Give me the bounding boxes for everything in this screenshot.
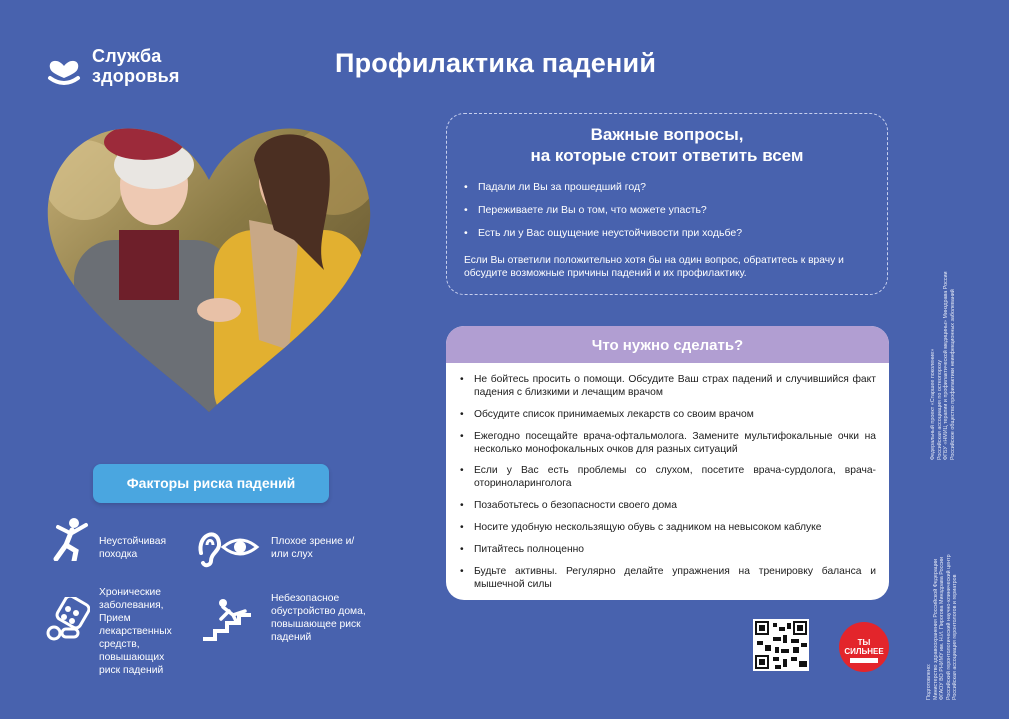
logo-line1: Служба [92, 46, 162, 66]
questions-title-line1: Важные вопросы, [590, 125, 744, 144]
pills-icon [46, 597, 90, 641]
todo-item: • Если у Вас есть проблемы со слухом, посетите врача-сурдолога, врача-оториноларинголога [460, 464, 876, 499]
side-line: ФГАОУ ВО РНИМУ им. Н.И. Пирогова Минздрава России [939, 556, 946, 700]
page-title: Профилактика падений [335, 48, 657, 78]
risk-label: Хронические заболевания, Прием лекарственных средств, повышающих риск падений [99, 587, 172, 676]
question-item: • Переживаете ли Вы о том, что можете упасть? [464, 204, 742, 227]
todo-list [460, 373, 876, 595]
ty-silnee-badge [838, 621, 890, 673]
side-line: Подготовлено: [926, 663, 932, 700]
risk-label: Небезопасное обустройство дома, повышающее риск падений [271, 593, 366, 643]
todo-item: • Носите удобную нескользящую обувь с задником на невысоком каблуке [460, 521, 876, 543]
todo-item: • Позаботьтесь о безопасности своего дома [460, 499, 876, 521]
todo-card [446, 326, 889, 600]
heart-smile-icon [44, 48, 84, 88]
todo-item: • Ежегодно посещайте врача-офтальмолога. Замените мультифокальные очки на несколько монофокальных очков для разных ситуаций [460, 430, 876, 464]
side-line: Российская ассоциация по остеопорозу [936, 360, 943, 460]
risk-factors-button[interactable]: Факторы риска падений [93, 464, 329, 503]
questions-title-line2: на которые стоит ответить всем [530, 146, 804, 165]
questions-note: Если Вы ответили положительно хотя бы на один вопрос, обратитесь к врачу и обсудите возможные причины падений и их профилактику. [464, 255, 844, 279]
todo-title: Что нужно сделать? [446, 326, 889, 363]
question-item: • Есть ли у Вас ощущение неустойчивости при ходьбе? [464, 227, 742, 250]
badge-line1: ТЫ [857, 638, 871, 647]
service-logo [44, 44, 204, 90]
risk-label: Неустойчивая походка [99, 536, 167, 560]
questions-box [446, 113, 888, 295]
todo-item: • Не бойтесь просить о помощи. Обсудите Ваш страх падений и случившийся факт падения с близкими и лечащим врачом [460, 373, 876, 408]
todo-item: • Будьте активны. Регулярно делайте упражнения на тренировку баланса и мышечной силы [460, 565, 876, 595]
ear-eye-icon [195, 525, 261, 569]
side-line: Федеральный проект «Старшее поколение» [930, 348, 936, 460]
question-item: • Падали ли Вы за прошедший год? [464, 181, 742, 204]
questions-title [447, 124, 887, 166]
unsteady-person-icon [48, 517, 92, 561]
heart-photo [44, 120, 374, 420]
qr-code[interactable] [753, 619, 809, 671]
risk-label: Плохое зрение и/или слух [271, 536, 355, 560]
badge-line2: СИЛЬНЕЕ [844, 647, 884, 656]
side-line: Российский геронтологический научно-клинический центр [945, 554, 952, 700]
side-text-prepared [926, 554, 959, 700]
logo-text [92, 46, 180, 86]
todo-item: • Питайтесь полноценно [460, 543, 876, 565]
side-line: Российская ассоциация геронтологов и гериатров [952, 574, 959, 700]
side-text-projects [930, 271, 956, 460]
stairs-fall-icon [199, 597, 257, 641]
questions-list [464, 181, 742, 250]
side-line: Российское общество профилактики неинфекционных заболеваний [949, 289, 956, 460]
side-line: ФГБУ «НМИЦ терапии и профилактической медицины» Минздрава России [943, 271, 950, 460]
logo-line2: здоровья [92, 66, 180, 86]
side-line: Министерство здравоохранения Российской Федерации [932, 559, 939, 700]
todo-item: • Обсудите список принимаемых лекарств со своим врачом [460, 408, 876, 430]
